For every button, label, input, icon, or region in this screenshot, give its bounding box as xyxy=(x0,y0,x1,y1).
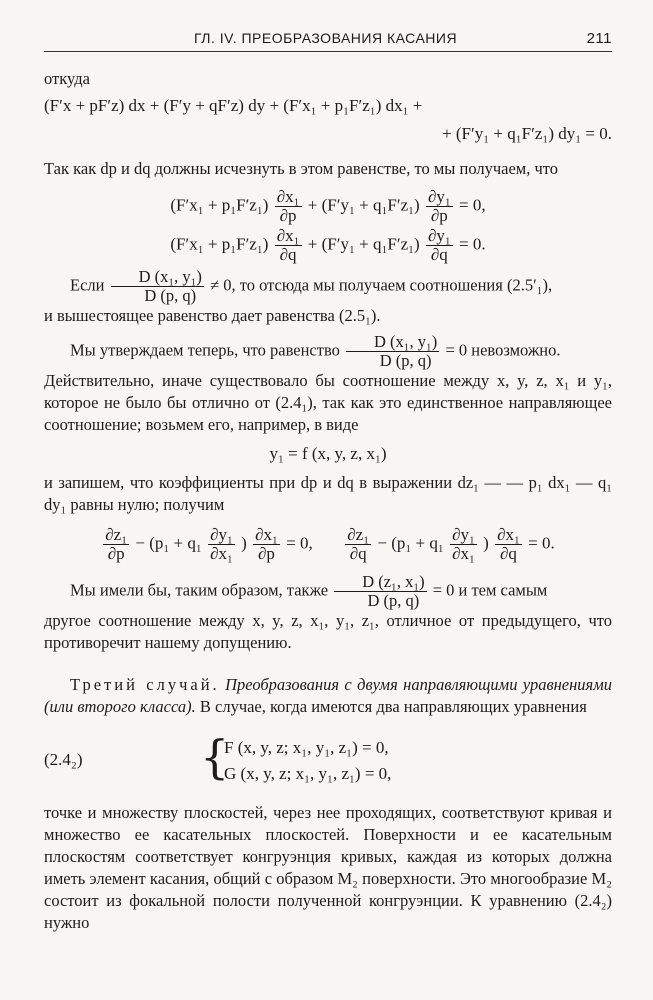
frac-den: D (p, q) xyxy=(367,591,420,610)
fraction-dx1-dp xyxy=(275,188,302,225)
paragraph-otkuda: откуда xyxy=(44,69,90,88)
esli-end: ≠ 0, то отсюда мы получаем соотношения (2.5′₁), xyxy=(210,275,553,295)
eq4a-close: ) xyxy=(241,533,247,553)
paragraph-esli xyxy=(44,268,612,305)
page xyxy=(44,30,612,934)
system-line-1: F (x, y, z; x₁, y₁, z₁) = 0, xyxy=(224,738,389,757)
my-start: Мы утверждаем теперь, что равенство xyxy=(70,340,340,360)
case-heading: Третий случай. xyxy=(70,675,220,694)
system-line-2: G (x, y, z; x₁, y₁, z₁) = 0, xyxy=(224,764,392,783)
equation-system-2-4-2 xyxy=(44,732,612,788)
eq4a-mid: − (p₁ + q₁ xyxy=(135,533,202,553)
case-title: Преобразования с двумя направляющими уравнениями (или второго класса). xyxy=(44,675,613,716)
paragraph-my-utverzhdaem xyxy=(44,333,612,370)
equation-4 xyxy=(44,526,612,563)
frac-den: D (p, q) xyxy=(144,286,197,305)
frac-num: ∂y₁ xyxy=(452,525,475,544)
frac-den: ∂q xyxy=(430,245,448,264)
frac-den: ∂q xyxy=(500,544,517,563)
fraction-dx1-dq xyxy=(275,227,302,264)
eq2-l2-mid: + (F′y₁ + q₁F′z₁) xyxy=(307,234,420,254)
fraction-dy1-dp xyxy=(426,188,453,225)
eq2-l2-end: = 0. xyxy=(459,234,486,254)
running-header xyxy=(44,30,612,52)
fraction-dz1-dp xyxy=(103,526,129,563)
fraction-dx1-dp-b xyxy=(253,526,280,563)
paragraph-deistvitelno: Действительно, иначе существовало бы соотношение между x, y, z, x₁ и y₁, которое не было бы отлично от (2.4₁), так как это единственное направляющее соотношение; возьмем его, например, в виде xyxy=(44,371,612,434)
paragraph-zapishem: и запишем, что коэффициенты при dp и dq в выражении dz₁ — — p₁ dx₁ — q₁ dy₁ равны нулю; получим xyxy=(44,473,612,514)
paragraph-vyshe: и вышестоящее равенство дает равенства (2.5₁). xyxy=(44,306,381,325)
frac-den: ∂q xyxy=(279,245,297,264)
frac-num: ∂y₁ xyxy=(427,226,451,245)
frac-den: ∂p xyxy=(279,206,297,225)
frac-num: ∂x₁ xyxy=(276,226,300,245)
frac-den: ∂x₁ xyxy=(210,544,233,563)
frac-num: D (z₁, x₁) xyxy=(334,573,426,592)
frac-den: ∂x₁ xyxy=(452,544,475,563)
eq4a-end: = 0, xyxy=(286,533,313,553)
fraction-dz1-dq xyxy=(345,526,371,563)
jacobian-xy-pq-2 xyxy=(346,333,439,370)
fraction-dy1-dx1-a xyxy=(208,526,235,563)
equation-2-line-1 xyxy=(44,188,612,225)
frac-num: ∂z₁ xyxy=(105,525,128,544)
paragraph-tak-kak: Так как dp и dq должны исчезнуть в этом равенстве, то мы получаем, что xyxy=(44,159,559,178)
frac-num: D (x₁, y₁) xyxy=(346,333,439,352)
frac-den: ∂p xyxy=(107,544,125,563)
fraction-dy1-dq xyxy=(426,227,453,264)
frac-den: D (p, q) xyxy=(379,351,432,370)
eq2-l1-mid: + (F′y₁ + q₁F′z₁) xyxy=(307,195,420,215)
equation-1-line-1: (F′x + pF′z) dx + (F′y + qF′z) dy + (F′x₁ + p₁F′z₁) dx₁ + xyxy=(44,96,423,115)
brace-icon: { xyxy=(200,730,230,784)
eq2-l1-left: (F′x₁ + p₁F′z₁) xyxy=(170,195,269,215)
frac-den: ∂p xyxy=(430,206,448,225)
paragraph-last: точке и множеству плоскостей, через нее проходящих, соответствуют кривая и множество ее касательных плоскостей. Поверхности и ее касательным плоскостям соответствует конгруэнция кривых, каждая из которых должна иметь элемент касания, общий с образом M₂ поверхности. Это многообразие M₂ состоит из фокальной полости полученной конгруэнции. К уравнению (2.4₂) нужно xyxy=(44,803,612,932)
my-imeli-start: Мы имели бы, таким образом, также xyxy=(70,580,329,600)
equation-tag: (2.4₂) xyxy=(44,750,83,769)
eq4b-close: ) xyxy=(483,533,489,553)
frac-num: ∂y₁ xyxy=(210,525,233,544)
paragraph-my-imeli xyxy=(44,573,612,610)
eq4b-mid: − (p₁ + q₁ xyxy=(377,533,444,553)
fraction-dy1-dx1-b xyxy=(450,526,477,563)
eq2-l1-end: = 0, xyxy=(459,195,486,215)
jacobian-zx-pq xyxy=(334,573,426,610)
equation-1-line-2: + (F′y₁ + q₁F′z₁) dy₁ = 0. xyxy=(442,124,612,143)
frac-num: ∂x₁ xyxy=(276,187,300,206)
jacobian-xy-pq xyxy=(111,268,204,305)
running-title: ГЛ. IV. ПРЕОБРАЗОВАНИЯ КАСАНИЯ xyxy=(194,30,458,46)
frac-num: ∂x₁ xyxy=(255,525,278,544)
equation-3: y₁ = f (x, y, z, x₁) xyxy=(269,444,387,463)
my-imeli-end: = 0 и тем самым xyxy=(432,580,548,600)
frac-den: ∂q xyxy=(349,544,367,563)
frac-num: ∂z₁ xyxy=(347,525,370,544)
page-number: 211 xyxy=(586,30,612,47)
fraction-dx1-dq-b xyxy=(495,526,522,563)
my-end: = 0 невозможно. xyxy=(445,340,561,360)
eq4b-end: = 0. xyxy=(528,533,555,553)
esli-start: Если xyxy=(70,275,105,295)
paragraph-case-three xyxy=(44,674,612,718)
equation-2-line-2 xyxy=(44,227,612,264)
frac-num: ∂x₁ xyxy=(497,525,520,544)
paragraph-drugoe: другое соотношение между x, y, z, x₁, y₁, z₁, отличное от предыдущего, что противоречит нашему допущению. xyxy=(44,611,612,652)
frac-den: ∂p xyxy=(258,544,275,563)
frac-num: D (x₁, y₁) xyxy=(111,268,204,287)
eq2-l2-left: (F′x₁ + p₁F′z₁) xyxy=(170,234,269,254)
case-rest: В случае, когда имеются два направляющих уравнения xyxy=(199,697,587,716)
frac-num: ∂y₁ xyxy=(427,187,451,206)
